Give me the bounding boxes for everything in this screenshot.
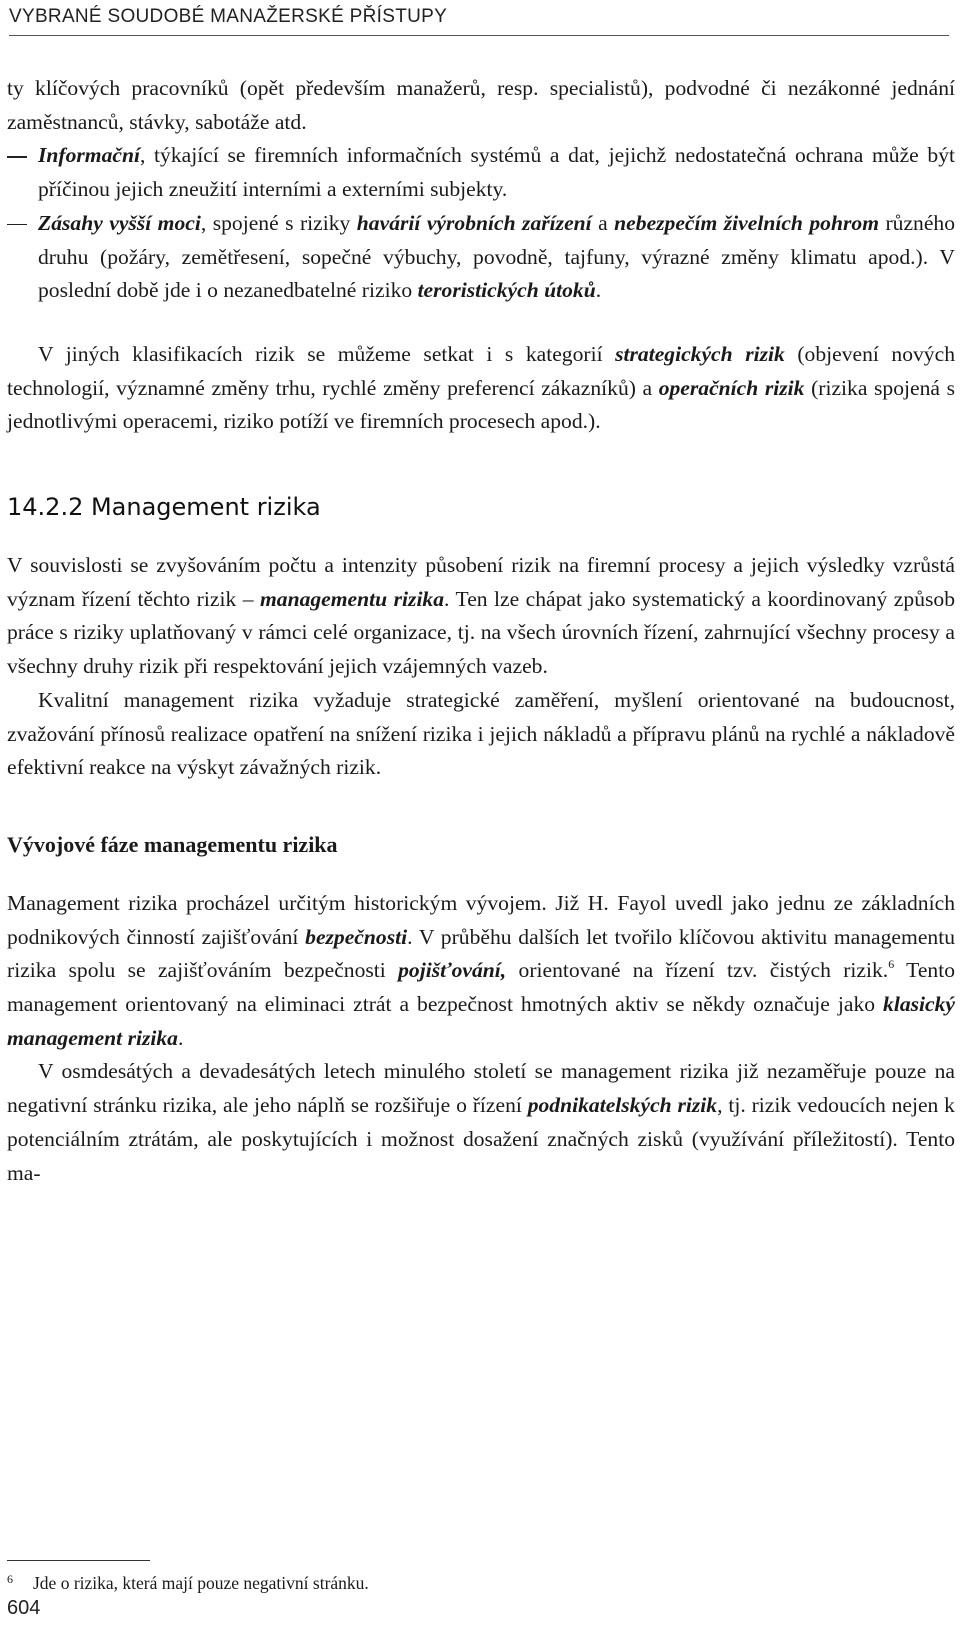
emphasis-zivelni-pohromy: nebezpečím živelních pohrom (614, 210, 879, 235)
text-run: Tento management orientovaný na eliminaci ztrát a bezpečnost hmotných aktiv se někdy označuje jako (7, 958, 955, 1017)
text-run: orientované na řízení tzv. čistých rizik. (506, 958, 889, 983)
body-text (7, 72, 955, 1190)
text-run: . Ten lze chápat jako systematický a koordinovaný způsob práce s riziky uplatňovaný v rámci celé organizace, tj. na všech úrovních řízení, zahrnující všechny procesy a všechny druhy rizik při respektování jejich vzájemných vazeb. (7, 586, 955, 679)
term-informacni: Informační (38, 143, 140, 168)
list-item-informacni (7, 139, 955, 206)
list-item-vyssi-moc (7, 207, 955, 308)
footnote (7, 1567, 947, 1595)
text-run: , spojené s riziky (200, 210, 357, 235)
footnote-text: Jde o rizika, která mají pouze negativní stránku. (33, 1573, 369, 1593)
paragraph-continuation: ty klíčových pracovníků (opět především manažerů, resp. specialistů), podvodné či nezákonné jednání zaměstnanců, stávky, sabotáže atd. (7, 76, 955, 134)
text-run: (objevení nových technologií, významné změny trhu, rychlé změny preferencí zákazníků) a (7, 341, 955, 400)
emphasis-operacni-rizika: operačních rizik (658, 375, 805, 400)
text-run: (rizika spojená s jednotlivými operacemi, riziko potíží ve firemních procesech apod.). (7, 375, 955, 434)
running-head: VYBRANÉ SOUDOBÉ MANAŽERSKÉ PŘÍSTUPY (9, 6, 949, 36)
emphasis-havarie: havárií výrobních zařízení (356, 210, 592, 235)
text-run: různého druhu (požáry, zemětřesení, sopečné výbuchy, povodně, tajfuny, výrazné změny klimatu apod.). V poslední době jde i o nezanedbatelné riziko (38, 210, 955, 303)
text-run: . V průběhu dalších let tvořilo klíčovou aktivitu managementu rizika spolu se zajišťováním bezpečnosti (7, 924, 955, 983)
text-run: . (595, 278, 602, 303)
text-run: . (177, 1025, 184, 1050)
paragraph-klasifikace (7, 338, 955, 439)
paragraph-management-2: Kvalitní management rizika vyžaduje strategické zaměření, myšlení orientované na budoucnost, zvažování přínosů realizace opatření na snížení rizika i jejich nákladů a přípravu plánů na rychlé a nákladově efektivní reakce na výskyt závažných rizik. (7, 687, 955, 780)
paragraph-phase-2 (7, 1055, 955, 1190)
footnote-reference[interactable]: 6 (888, 957, 895, 972)
term-vyssi-moc: Zásahy vyšší moci (38, 210, 201, 235)
emphasis-strategicka-rizika: strategických rizik (615, 341, 785, 366)
page-number: 604 (7, 1597, 41, 1619)
paragraph-management-1 (7, 549, 955, 684)
text-run: V osmdesátých a devadesátých letech minulého století se management rizika již nezaměřuje pouze na negativní stránku rizika, ale jeho náplň se rozšiřuje o řízení (7, 1059, 955, 1118)
emphasis-management-rizika: managementu rizika (259, 586, 445, 611)
emphasis-podnikatelska-rizika: podnikatelských rizik (527, 1093, 718, 1118)
footnote-divider (7, 1560, 150, 1561)
text-run: V souvislosti se zvyšováním počtu a intenzity působení rizik na firemní procesy a jejich výsledky vzrůstá význam řízení těchto rizik – (7, 553, 955, 611)
list-item-text: , týkající se firemních informačních systémů a dat, jejichž nedostatečná ochrana může být příčinou jejich zneužití interními a externími subjekty. (38, 143, 955, 202)
paragraph-phase-1 (7, 887, 955, 1056)
footnote-number: 6 (7, 1572, 13, 1586)
subheading: Vývojové fáze managementu rizika (7, 831, 338, 857)
emphasis-bezpecnost: bezpečnosti (305, 924, 408, 949)
text-run: a (591, 210, 615, 235)
text-run: V jiných klasifikacích rizik se můžeme setkat i s kategorií (38, 341, 616, 366)
emphasis-pojistovani: pojišťování, (398, 958, 507, 983)
section-heading: 14.2.2 Management rizika (7, 493, 321, 522)
text-run: Management rizika procházel určitým historickým vývojem. Již H. Fayol uvedl jako jednu ze základních podnikových činností zajišťování (7, 890, 955, 949)
emphasis-klasicky-management: klasický management rizika (7, 992, 955, 1050)
emphasis-teroristicke-utoky: teroristických útoků (417, 278, 596, 303)
text-run: , tj. rizik vedoucích nejen k potenciálním ztrátám, ale poskytujících i možnost dosažení značných zisků (využívání příležitostí). Tento ma- (7, 1093, 955, 1185)
